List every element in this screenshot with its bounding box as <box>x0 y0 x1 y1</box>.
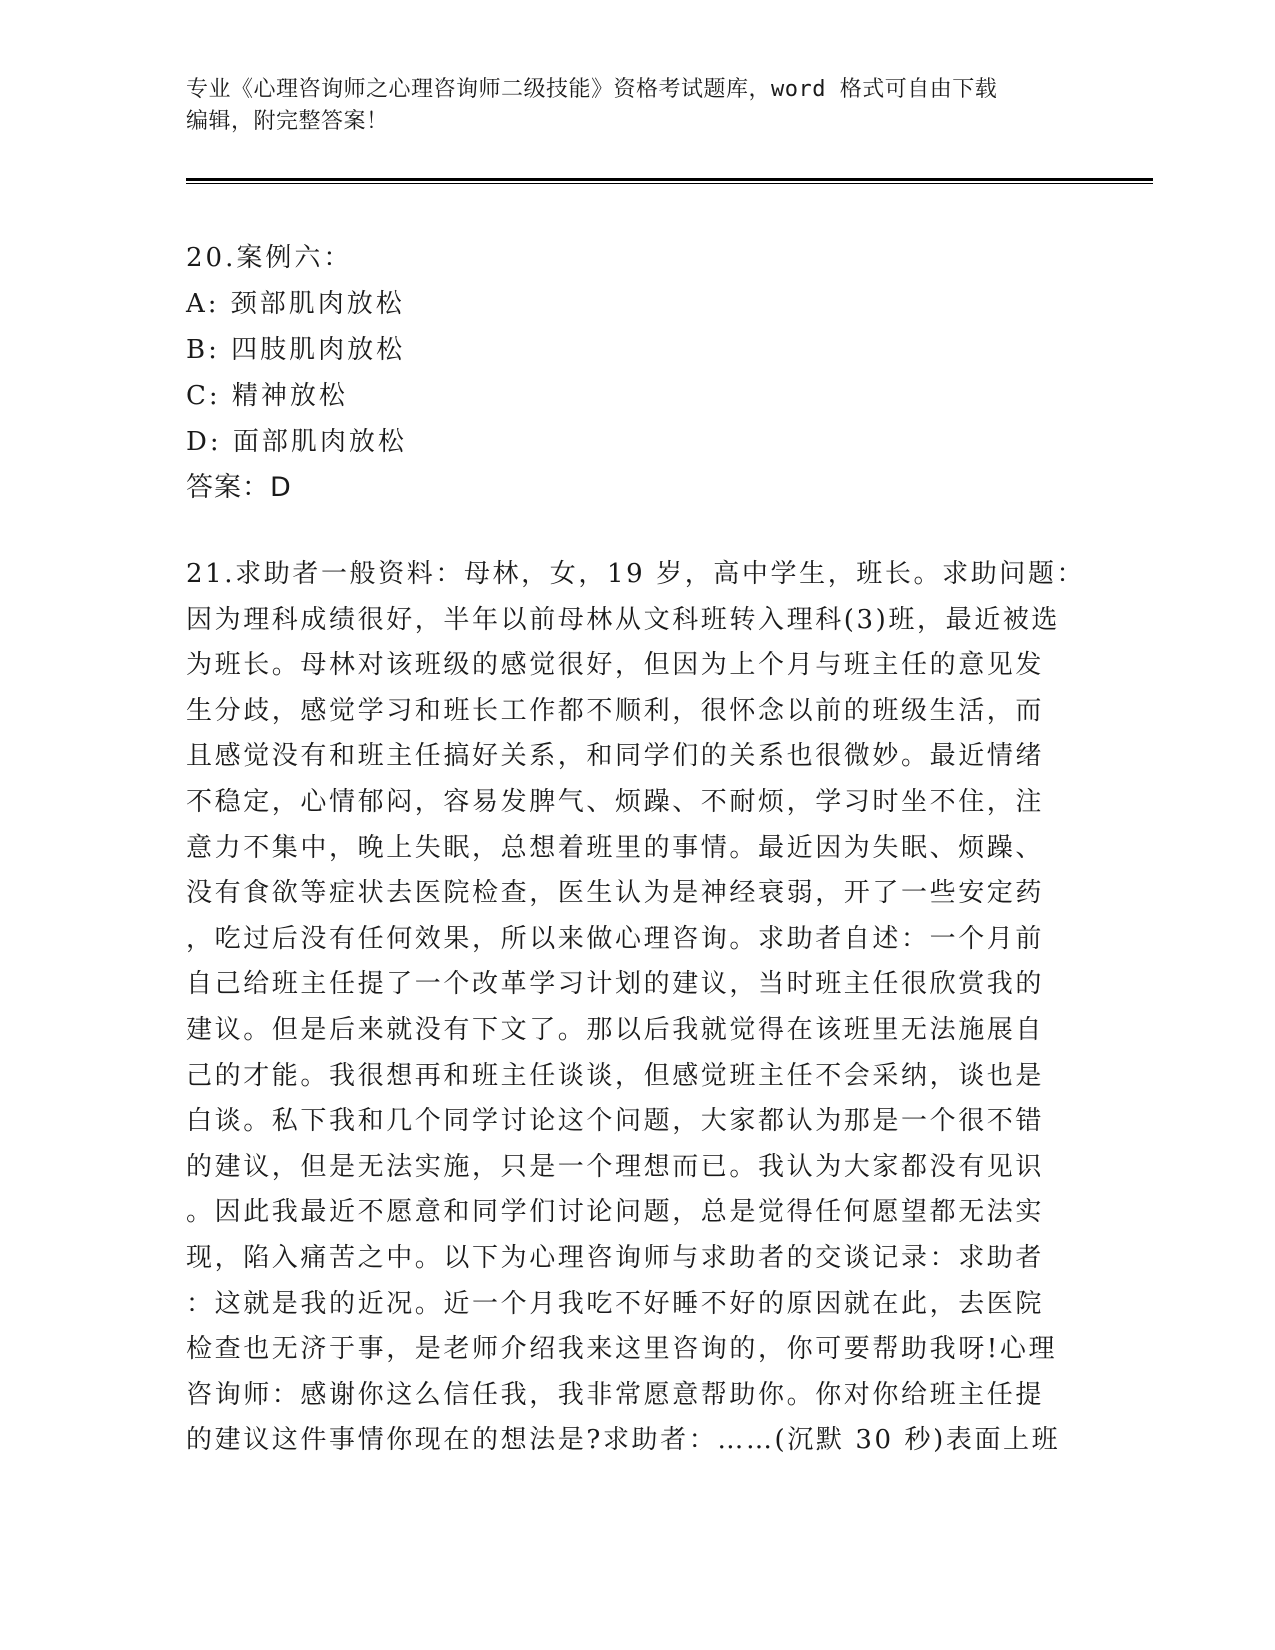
header-line: 编辑，附完整答案！ <box>186 109 389 134</box>
question-text-line: 现，陷入痛苦之中。以下为心理咨询师与求助者的交谈记录：求助者 <box>186 1242 1045 1273</box>
question-text-line: 因为理科成绩很好，半年以前母林从文科班转入理科(3)班，最近被选 <box>186 604 1061 635</box>
option-b: B: 四肢肌肉放松 <box>186 335 406 365</box>
question-text-line: 自己给班主任提了一个改革学习计划的建议，当时班主任很欣赏我的 <box>186 969 1045 1000</box>
header-line: 专业《心理咨询师之心理咨询师二级技能》资格考试题库，word 格式可自由下载 <box>186 77 998 102</box>
question-text-line: 生分歧，感觉学习和班长工作都不顺利，很怀念以前的班级生活，而 <box>186 695 1045 726</box>
question-text-line: 意力不集中，晚上失眠，总想着班里的事情。最近因为失眠、烦躁、 <box>186 832 1045 863</box>
question-text-line: 不稳定，心情郁闷，容易发脾气、烦躁、不耐烦，学习时坐不住，注 <box>186 786 1045 817</box>
question-text-line: 。因此我最近不愿意和同学们讨论问题，总是觉得任何愿望都无法实 <box>186 1197 1045 1228</box>
question-text-line: ，吃过后没有任何效果，所以来做心理咨询。求助者自述：一个月前 <box>186 923 1045 954</box>
question-text-line: 的建议，但是无法实施，只是一个理想而已。我认为大家都没有见识 <box>186 1151 1045 1182</box>
question-text-line: 白谈。私下我和几个同学讨论这个问题，大家都认为那是一个很不错 <box>186 1106 1045 1137</box>
question-text-line: 没有食欲等症状去医院检查，医生认为是神经衰弱，开了一些安定药 <box>186 878 1045 909</box>
question-20 <box>186 235 1086 511</box>
header-divider-thin <box>186 183 1153 184</box>
question-text-line: ：这就是我的近况。近一个月我吃不好睡不好的原因就在此，去医院 <box>186 1288 1045 1319</box>
question-text-line: 建议。但是后来就没有下文了。那以后我就觉得在该班里无法施展自 <box>186 1014 1045 1045</box>
option-d: D: 面部肌肉放松 <box>186 427 407 457</box>
option-a: A: 颈部肌肉放松 <box>186 289 405 319</box>
question-text-line: 为班长。母林对该班级的感觉很好，但因为上个月与班主任的意见发 <box>186 650 1045 681</box>
header-divider <box>186 178 1153 181</box>
question-stem: 20.案例六： <box>186 243 353 273</box>
question-text-line: 21.求助者一般资料：母林，女，19 岁，高中学生，班长。求助问题： <box>186 559 1086 589</box>
question-text-line: 己的才能。我很想再和班主任谈谈，但感觉班主任不会采纳，谈也是 <box>186 1060 1045 1091</box>
answer: 答案：D <box>186 472 292 503</box>
question-text-line: 的建议这件事情你现在的想法是?求助者：……(沉默 30 秒)表面上班 <box>186 1425 1061 1456</box>
document-header <box>186 74 1076 138</box>
option-c: C: 精神放松 <box>186 381 348 411</box>
question-21 <box>186 552 1086 1464</box>
question-text-line: 检查也无济于事，是老师介绍我来这里咨询的，你可要帮助我呀!心理 <box>186 1334 1058 1365</box>
question-text-line: 咨询师：感谢你这么信任我，我非常愿意帮助你。你对你给班主任提 <box>186 1379 1045 1410</box>
question-text-line: 且感觉没有和班主任搞好关系，和同学们的关系也很微妙。最近情绪 <box>186 741 1045 772</box>
